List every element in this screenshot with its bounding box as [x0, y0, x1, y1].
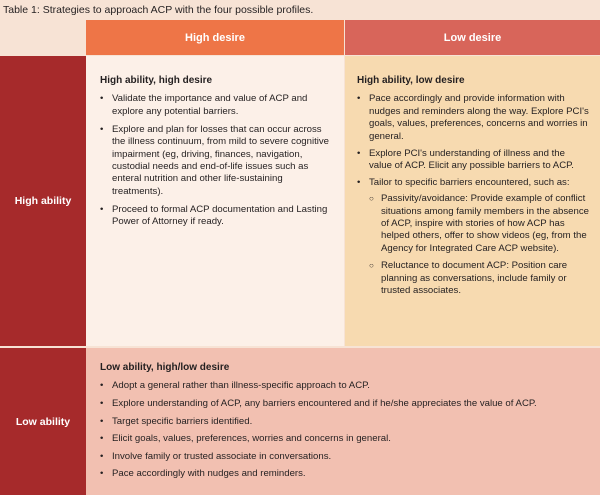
list-item: • Pace accordingly and provide information with nudges and reminders along the way. Explore PCI's goals, values, preferences, concerns and worries in general. [357, 93, 590, 143]
list-item: • Target specific barriers identified. [100, 416, 586, 428]
strategy-list [100, 93, 330, 228]
list-item: • Explore and plan for losses that can occur across the illness continuum, from mild to severe cognitive impairment (eg, driving, finances, navigation, custodial needs and end-of-life issues such as enteral nutrition and other life-sustaining treatments). [100, 124, 330, 198]
list-item: • Explore PCI's understanding of illness and the value of ACP. Elicit any possible barriers to ACP. [357, 148, 590, 173]
strategy-list [100, 380, 586, 480]
list-item [357, 177, 590, 298]
list-item: • Elicit goals, values, preferences, worries and concerns in general. [100, 433, 586, 445]
list-item: • Pace accordingly with nudges and reminders. [100, 468, 586, 480]
list-item: • Involve family or trusted associate in conversations. [100, 451, 586, 463]
table-corner [0, 20, 86, 55]
column-header-high-desire: High desire [86, 20, 344, 55]
list-item-text: Tailor to specific barriers encountered, such as: [369, 176, 570, 188]
list-item: • Explore understanding of ACP, any barriers encountered and if he/she appreciates the value of ACP. [100, 398, 586, 410]
list-item: • Validate the importance and value of ACP and explore any potential barriers. [100, 93, 330, 118]
sub-list-item: ○ Reluctance to document ACP: Position care planning as conversations, include family or trusted associates. [369, 260, 590, 297]
cell-title: High ability, low desire [357, 75, 465, 86]
column-header-low-desire: Low desire [345, 20, 600, 55]
row-header-high-ability: High ability [0, 56, 86, 346]
list-item: • Adopt a general rather than illness-specific approach to ACP. [100, 380, 586, 392]
row-header-low-ability: Low ability [0, 348, 86, 495]
strategy-list [357, 93, 590, 297]
sub-list-item: ○ Passivity/avoidance: Provide example of conflict situations among family members in the absence of ACP, inspire with stories of how ACP has helped others, offer to show videos (eg, from the Agency for Integrated Care ACP website). [369, 193, 590, 255]
sub-list [369, 193, 590, 297]
cell-title: Low ability, high/low desire [100, 362, 230, 373]
cell-high-ability-low-desire [345, 56, 600, 346]
table-caption: Table 1: Strategies to approach ACP with the four possible profiles. [0, 0, 600, 20]
list-item: • Proceed to formal ACP documentation and Lasting Power of Attorney if ready. [100, 204, 330, 229]
cell-title: High ability, high desire [100, 75, 213, 86]
cell-low-ability [86, 348, 600, 495]
cell-high-ability-high-desire [86, 56, 344, 346]
